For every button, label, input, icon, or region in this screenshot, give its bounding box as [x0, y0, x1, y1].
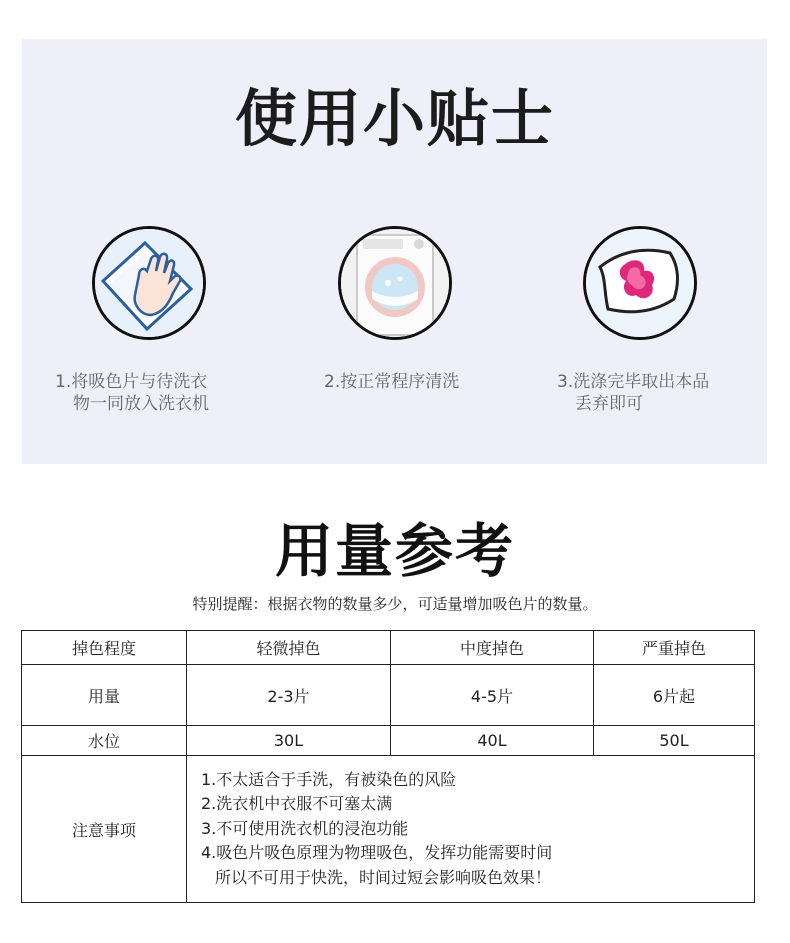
reference-note: 特别提醒：根据衣物的数量多少，可适量增加吸色片的数量。	[192, 595, 598, 613]
table-cell: 4-5片	[391, 665, 594, 726]
step-3-line-2: 丢弃即可	[575, 394, 643, 414]
table-cell: 2-3片	[187, 665, 391, 726]
reference-title: 用量参考	[274, 517, 515, 585]
table-row-water	[22, 726, 755, 756]
note-item: 4.吸色片吸色原理为物理吸色，发挥功能需要时间	[201, 843, 553, 863]
row-label: 水位	[22, 726, 187, 756]
table-header-row	[22, 631, 755, 665]
step-2-line-1: 2.按正常程序清洗	[324, 372, 460, 392]
dosage-table	[21, 630, 755, 903]
hand-with-sheet-icon	[92, 226, 206, 340]
header-cell: 轻微掉色	[187, 631, 391, 665]
table-row-dosage	[22, 665, 755, 726]
note-continuation: 所以不可用于快洗，时间过短会影响吸色效果！	[215, 867, 552, 887]
washing-machine-icon	[338, 226, 452, 340]
note-item: 2.洗衣机中衣服不可塞太满	[201, 794, 393, 814]
step-3-text	[557, 371, 709, 415]
table-row-notes	[22, 756, 755, 903]
header-cell: 严重掉色	[594, 631, 755, 665]
step-1-text	[55, 371, 209, 415]
row-label: 用量	[22, 665, 187, 726]
step-1-line-1: 1.将吸色片与待洗衣	[55, 372, 208, 392]
table-cell: 40L	[391, 726, 594, 756]
notes-cell	[187, 756, 755, 903]
note-item: 1.不太适合于手洗，有被染色的风险	[201, 769, 457, 789]
header-cell: 中度掉色	[391, 631, 594, 665]
note-item: 3.不可使用洗衣机的浸泡功能	[201, 818, 409, 838]
step-2-text	[324, 371, 459, 393]
table-cell: 6片起	[594, 665, 755, 726]
header-cell: 掉色程度	[22, 631, 187, 665]
tips-title: 使用小贴士	[234, 82, 555, 155]
row-label: 注意事项	[22, 756, 187, 903]
table-cell: 30L	[187, 726, 391, 756]
step-1-line-2: 物一同放入洗衣机	[73, 394, 209, 414]
step-3-line-1: 3.洗涤完毕取出本品	[557, 372, 710, 392]
stained-sheet-icon	[583, 226, 697, 340]
table-cell: 50L	[594, 726, 755, 756]
